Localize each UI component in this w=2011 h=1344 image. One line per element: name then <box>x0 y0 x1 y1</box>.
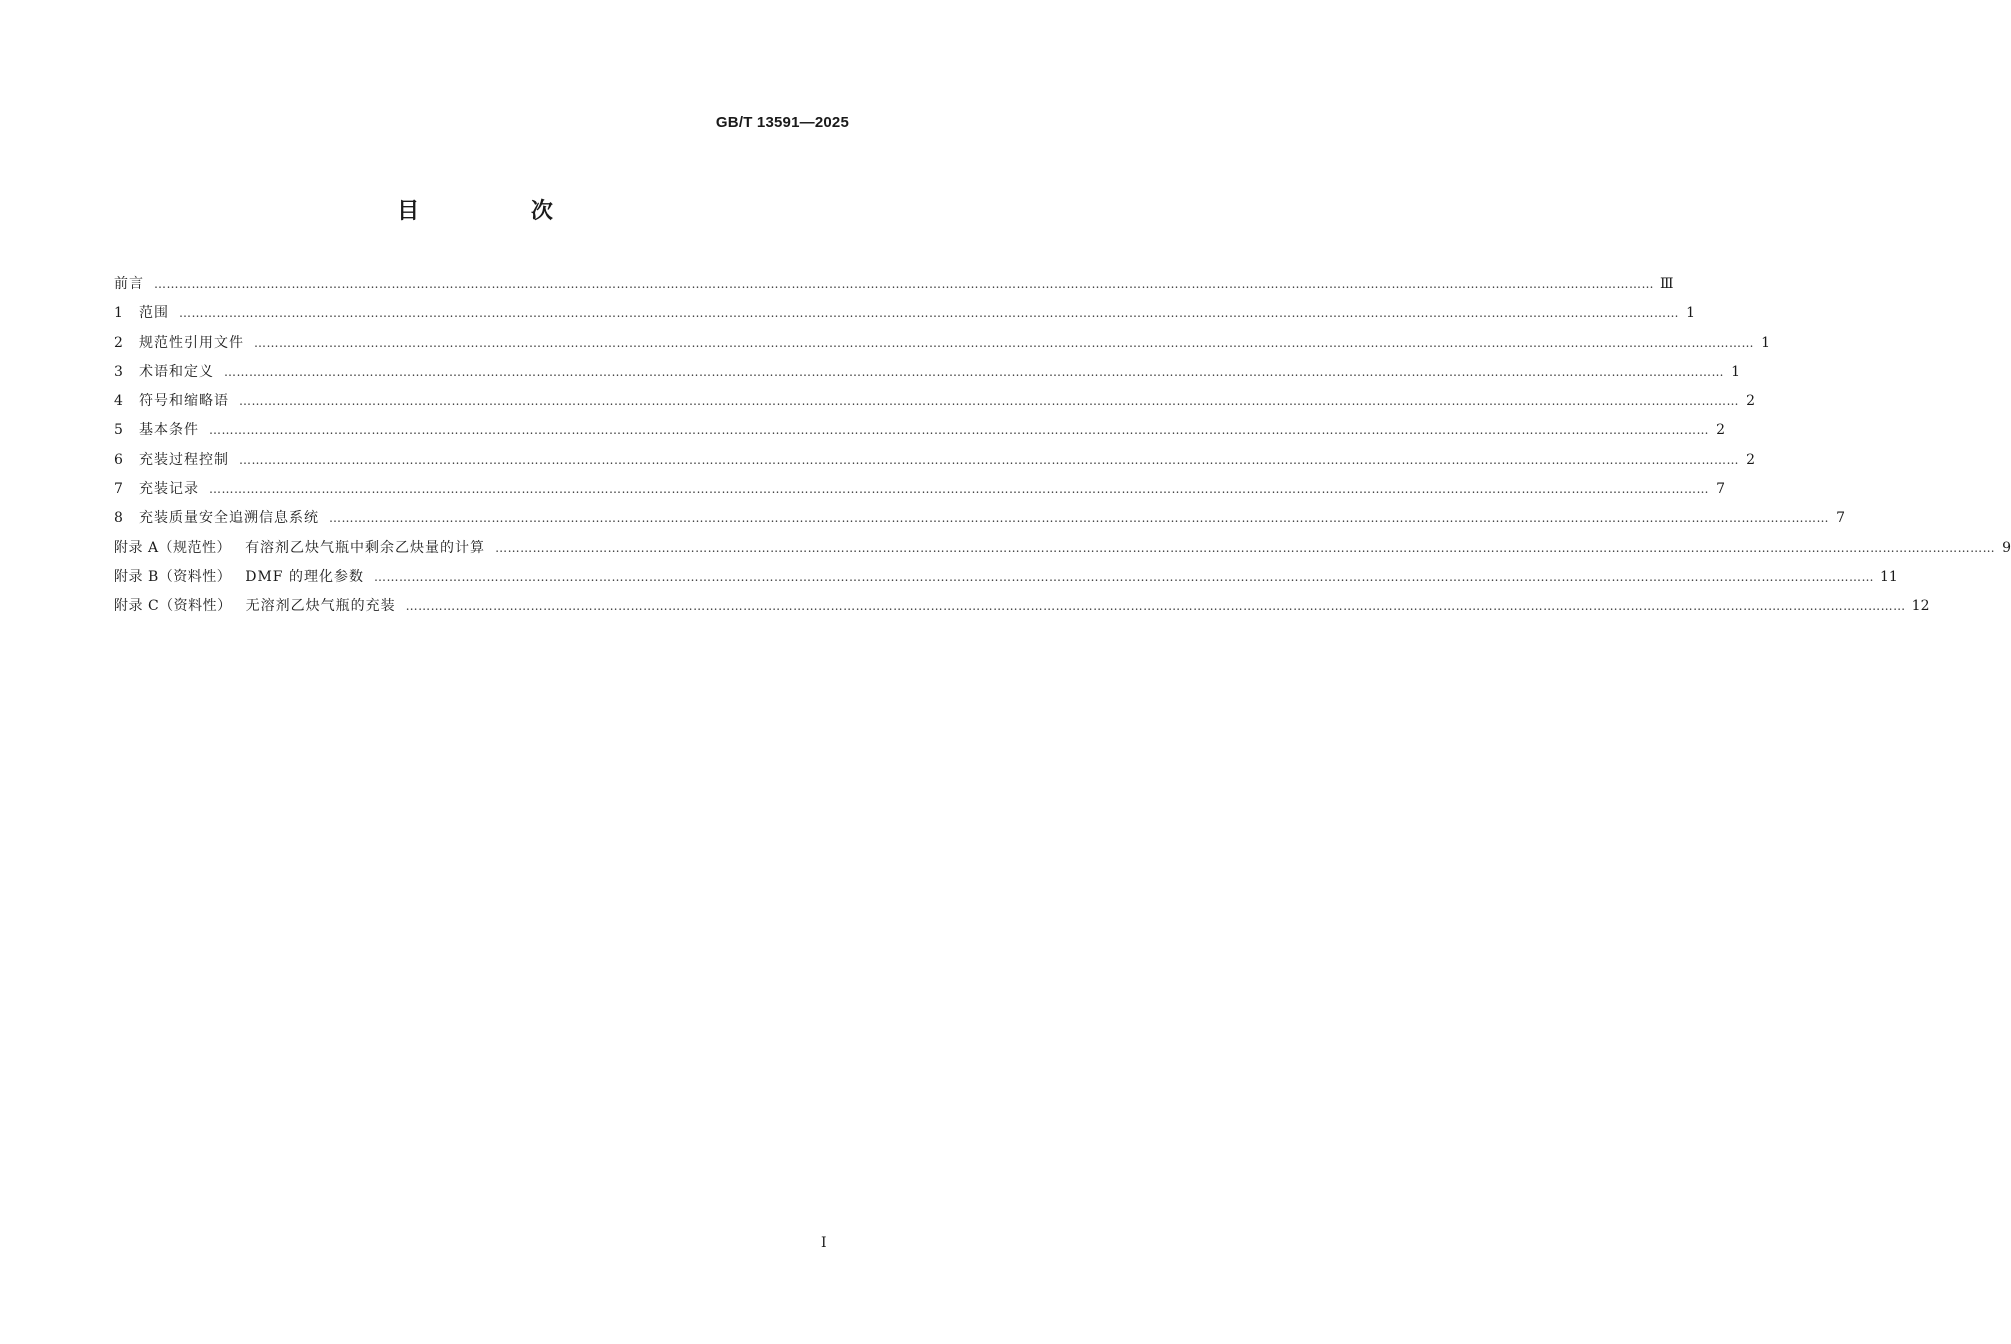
toc-entry-label: 有溶剂乙炔气瓶中剩余乙炔量的计算 <box>245 539 486 556</box>
standard-code: GB/T 13591—2025 <box>715 114 849 131</box>
toc-entry-number: 6 <box>114 451 123 468</box>
toc-entry-label: 术语和定义 <box>139 363 214 380</box>
toc-entry[interactable] <box>114 534 2011 563</box>
toc-entry-appendix-tag: 附录 B（资料性） <box>114 568 232 585</box>
toc-entry-page: 11 <box>1879 568 1898 585</box>
toc-entry[interactable] <box>114 446 1755 475</box>
toc-entry-label: 规范性引用文件 <box>139 334 244 351</box>
toc-leader-dots: ……………………………………………………………………………………………………………………………………………………………………………………………………………………………………………………………………………………………………………………………… <box>224 364 1724 379</box>
toc-entry[interactable] <box>114 387 1755 416</box>
toc-entry[interactable] <box>114 416 1725 445</box>
toc-leader-dots: ……………………………………………………………………………………………………………………………………………………………………………………………………………………………………………………………………………………………………………………………… <box>239 394 1739 409</box>
toc-entry-page: 12 <box>1911 598 1930 615</box>
toc-entry[interactable] <box>114 299 1695 328</box>
toc-entry-page: 2 <box>1746 451 1755 468</box>
toc-entry-label: 充装记录 <box>139 481 199 498</box>
toc-entry-number: 8 <box>114 510 123 527</box>
toc-leader-dots: ……………………………………………………………………………………………………………………………………………………………………………………………………………………………………………………………………………………………………………………………… <box>495 540 1996 555</box>
toc-entry-page: 1 <box>1761 334 1770 351</box>
toc-entry-page: 1 <box>1731 363 1740 380</box>
toc-entry-appendix-tag: 附录 C（资料性） <box>114 598 232 615</box>
toc-entry-page: 2 <box>1716 422 1725 439</box>
toc-entry-number: 2 <box>114 334 123 351</box>
toc-entry-label: 基本条件 <box>139 422 199 439</box>
toc-leader-dots: ……………………………………………………………………………………………………………………………………………………………………………………………………………………………………………………………………………………………………………………………… <box>209 482 1709 497</box>
toc-entry[interactable] <box>114 329 1770 358</box>
toc-entry-number: 4 <box>114 393 123 410</box>
toc-entry[interactable] <box>114 563 1898 592</box>
toc-entry-number: 1 <box>114 305 123 322</box>
toc-entry-number: 3 <box>114 363 123 380</box>
toc-entry[interactable] <box>114 358 1740 387</box>
toc-entry-page: 9 <box>2002 539 2011 556</box>
toc-title: 目 次 <box>397 199 605 224</box>
toc-entry-label: 无溶剂乙炔气瓶的充装 <box>245 598 396 615</box>
toc-entry-page: Ⅲ <box>1660 276 1674 292</box>
toc-leader-dots: ……………………………………………………………………………………………………………………………………………………………………………………………………………………………………………………………………………………………………………………………… <box>179 306 1679 321</box>
toc-leader-dots: ……………………………………………………………………………………………………………………………………………………………………………………………………………………………………………………………………………………………………………………………… <box>254 335 1754 350</box>
toc-entry-page: 7 <box>1716 481 1725 498</box>
toc-entry[interactable] <box>114 270 1674 299</box>
table-of-contents <box>114 270 2011 622</box>
toc-entry-label: 符号和缩略语 <box>139 393 229 410</box>
toc-leader-dots: ……………………………………………………………………………………………………………………………………………………………………………………………………………………………………………………………………………………………………………………………… <box>329 511 1829 526</box>
toc-entry-label: 范围 <box>139 305 169 322</box>
toc-entry-appendix-tag: 附录 A（规范性） <box>114 539 232 556</box>
toc-entry-page: 2 <box>1746 393 1755 410</box>
toc-entry-label: 前言 <box>114 276 144 292</box>
toc-entry-number: 7 <box>114 481 123 498</box>
toc-entry-label: 充装质量安全追溯信息系统 <box>139 510 319 527</box>
toc-entry[interactable] <box>114 592 1930 621</box>
page-number: I <box>821 1235 827 1251</box>
toc-leader-dots: ……………………………………………………………………………………………………………………………………………………………………………………………………………………………………………………………………………………………………………………………… <box>373 569 1874 584</box>
toc-entry-label: 充装过程控制 <box>139 451 229 468</box>
toc-entry-number: 5 <box>114 422 123 439</box>
toc-leader-dots: ……………………………………………………………………………………………………………………………………………………………………………………………………………………………………………………………………………………………………………………………… <box>209 423 1709 438</box>
toc-leader-dots: ……………………………………………………………………………………………………………………………………………………………………………………………………………………………………………………………………………………………………………………………… <box>239 452 1739 467</box>
toc-entry[interactable] <box>114 504 1845 533</box>
toc-entry-page: 1 <box>1686 305 1695 322</box>
toc-leader-dots: ……………………………………………………………………………………………………………………………………………………………………………………………………………………………………………………………………………………………………………………………… <box>405 599 1906 614</box>
toc-leader-dots: ……………………………………………………………………………………………………………………………………………………………………………………………………………………………………………………………………………………………………………………………… <box>154 277 1654 291</box>
toc-entry[interactable] <box>114 475 1725 504</box>
toc-entry-page: 7 <box>1836 510 1845 527</box>
toc-entry-label: DMF 的理化参数 <box>245 568 364 585</box>
